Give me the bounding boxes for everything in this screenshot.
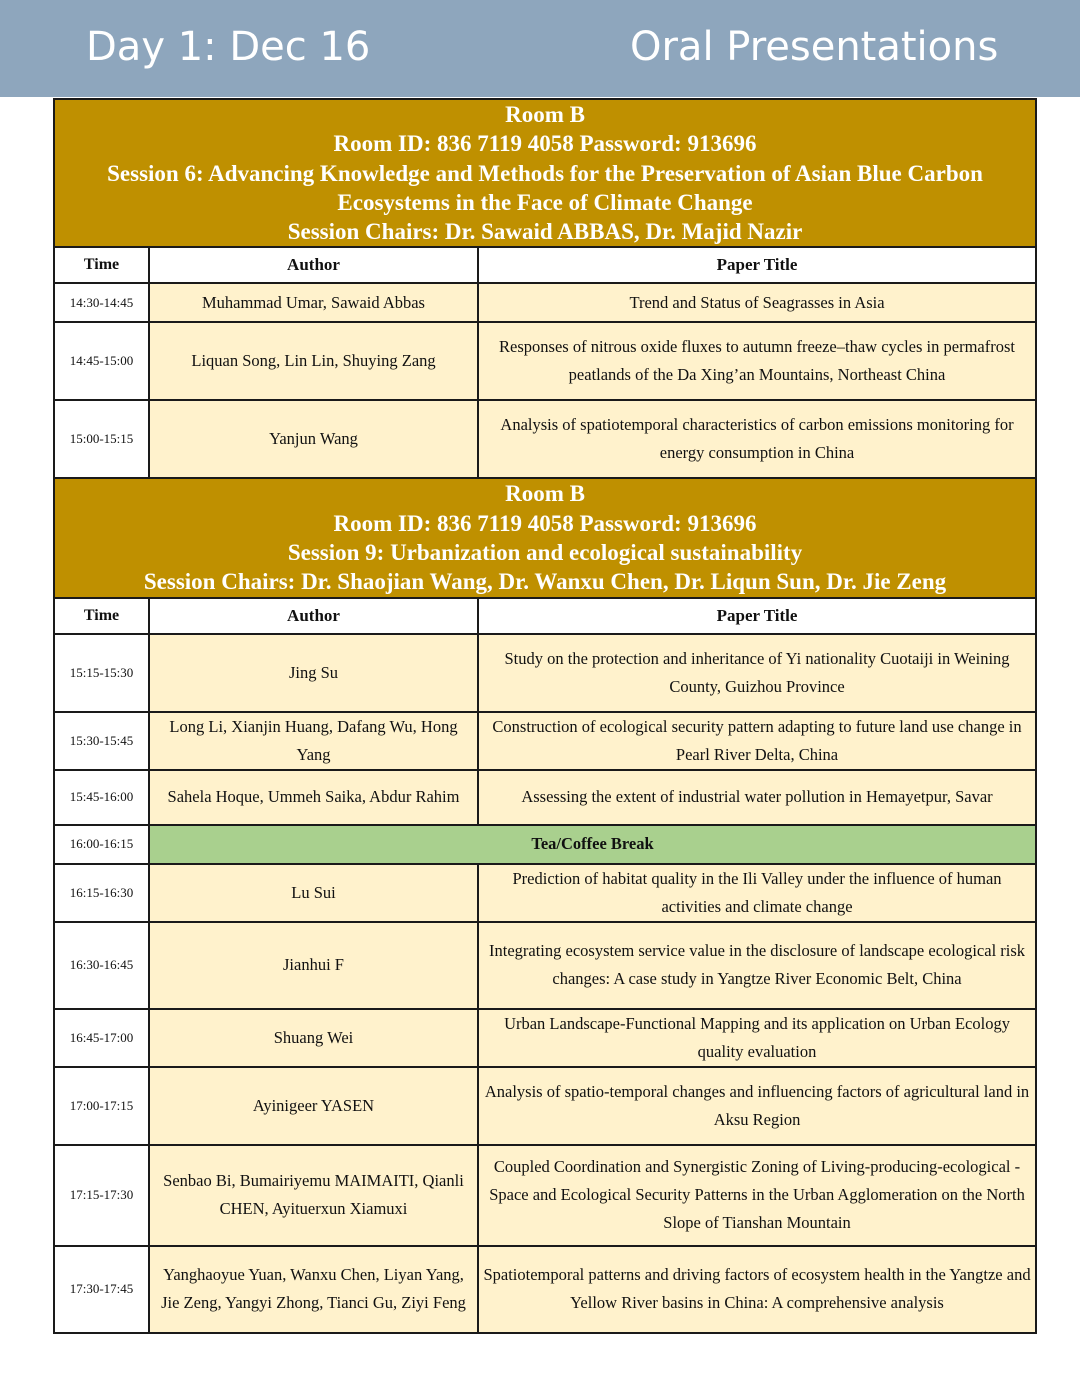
col-time: Time	[54, 598, 149, 634]
title-cell: Construction of ecological security pattern adapting to future land use change in Pearl River Delta, China	[478, 712, 1036, 770]
day-label: Day 1: Dec 16	[86, 24, 371, 70]
time-cell: 15:15-15:30	[54, 634, 149, 712]
table-row	[54, 1067, 1036, 1145]
time-cell: 14:45-15:00	[54, 322, 149, 400]
time-cell: 14:30-14:45	[54, 283, 149, 322]
room-id: Room ID: 836 7119 4058 Password: 913696	[333, 510, 757, 536]
author-cell: Shuang Wei	[149, 1009, 478, 1067]
time-cell: 15:00-15:15	[54, 400, 149, 478]
title-cell: Analysis of spatiotemporal characteristics of carbon emissions monitoring for energy consumption in China	[478, 400, 1036, 478]
table-row	[54, 922, 1036, 1009]
time-cell: 17:00-17:15	[54, 1067, 149, 1145]
time-cell: 16:30-16:45	[54, 922, 149, 1009]
table-row	[54, 1009, 1036, 1067]
table-row	[54, 400, 1036, 478]
room-name: Room B	[505, 102, 585, 127]
title-cell: Responses of nitrous oxide fluxes to autumn freeze–thaw cycles in permafrost peatlands of the Da Xing’an Mountains, Northeast China	[478, 322, 1036, 400]
author-cell: Jing Su	[149, 634, 478, 712]
session-9-info	[54, 478, 1036, 597]
author-cell: Liquan Song, Lin Lin, Shuying Zang	[149, 322, 478, 400]
table-row	[54, 712, 1036, 770]
title-cell: Coupled Coordination and Synergistic Zoning of Living-producing-ecological -Space and Ecological Security Patterns in the Urban Agglomeration on the North Slope of Tianshan Mountain	[478, 1145, 1036, 1246]
author-cell: Yanghaoyue Yuan, Wanxu Chen, Liyan Yang, Jie Zeng, Yangyi Zhong, Tianci Gu, Ziyi Feng	[149, 1246, 478, 1333]
time-cell: 16:00-16:15	[54, 825, 149, 864]
break-row	[54, 825, 1036, 864]
title-cell: Study on the protection and inheritance of Yi nationality Cuotaiji in Weining County, Guizhou Province	[478, 634, 1036, 712]
table-row	[54, 634, 1036, 712]
session-chairs: Session Chairs: Dr. Shaojian Wang, Dr. Wanxu Chen, Dr. Liqun Sun, Dr. Jie Zeng	[143, 569, 947, 595]
time-cell: 16:15-16:30	[54, 864, 149, 922]
table-row	[54, 864, 1036, 922]
table-row	[54, 322, 1036, 400]
session-header	[54, 478, 1036, 597]
table-row	[54, 770, 1036, 825]
author-cell: Jianhui F	[149, 922, 478, 1009]
table-row	[54, 283, 1036, 322]
time-cell: 17:15-17:30	[54, 1145, 149, 1246]
author-cell: Yanjun Wang	[149, 400, 478, 478]
presentation-type: Oral Presentations	[630, 24, 999, 70]
author-cell: Long Li, Xianjin Huang, Dafang Wu, Hong Yang	[149, 712, 478, 770]
col-title: Paper Title	[478, 598, 1036, 634]
time-cell: 15:30-15:45	[54, 712, 149, 770]
time-cell: 16:45-17:00	[54, 1009, 149, 1067]
author-cell: Sahela Hoque, Ummeh Saika, Abdur Rahim	[149, 770, 478, 825]
title-cell: Analysis of spatio-temporal changes and influencing factors of agricultural land in Aksu Region	[478, 1067, 1036, 1145]
room-name: Room B	[505, 481, 585, 507]
col-author: Author	[149, 247, 478, 283]
tea-break-cell: Tea/Coffee Break	[149, 825, 1036, 864]
session-title: Session 6: Advancing Knowledge and Methods for the Preservation of Asian Blue Carbon	[107, 160, 983, 186]
title-cell: Prediction of habitat quality in the Ili Valley under the influence of human activities and climate change	[478, 864, 1036, 922]
session-6-info	[54, 99, 1036, 247]
header-banner	[0, 0, 1080, 97]
session-chairs: Session Chairs: Dr. Sawaid ABBAS, Dr. Majid Nazir	[287, 219, 803, 245]
col-time: Time	[54, 247, 149, 283]
session-header	[54, 99, 1036, 247]
col-title: Paper Title	[478, 247, 1036, 283]
author-cell: Ayinigeer YASEN	[149, 1067, 478, 1145]
table-row	[54, 1145, 1036, 1246]
session-title-cont: Ecosystems in the Face of Climate Change	[337, 189, 753, 215]
author-cell: Lu Sui	[149, 864, 478, 922]
time-cell: 15:45-16:00	[54, 770, 149, 825]
table-row	[54, 1246, 1036, 1333]
title-cell: Assessing the extent of industrial water pollution in Hemayetpur, Savar	[478, 770, 1036, 825]
room-id: Room ID: 836 7119 4058 Password: 913696	[333, 131, 757, 157]
column-header-row	[54, 598, 1036, 634]
author-cell: Muhammad Umar, Sawaid Abbas	[149, 283, 478, 322]
author-cell: Senbao Bi, Bumairiyemu MAIMAITI, Qianli CHEN, Ayituerxun Xiamuxi	[149, 1145, 478, 1246]
title-cell: Urban Landscape-Functional Mapping and its application on Urban Ecology quality evaluation	[478, 1009, 1036, 1067]
title-cell: Trend and Status of Seagrasses in Asia	[478, 283, 1036, 322]
schedule-table	[53, 98, 1037, 1334]
time-cell: 17:30-17:45	[54, 1246, 149, 1333]
title-cell: Spatiotemporal patterns and driving factors of ecosystem health in the Yangtze and Yellow River basins in China: A comprehensive analysis	[478, 1246, 1036, 1333]
column-header-row	[54, 247, 1036, 283]
col-author: Author	[149, 598, 478, 634]
title-cell: Integrating ecosystem service value in the disclosure of landscape ecological risk changes: A case study in Yangtze River Economic Belt, China	[478, 922, 1036, 1009]
session-title: Session 9: Urbanization and ecological sustainability	[287, 540, 803, 566]
